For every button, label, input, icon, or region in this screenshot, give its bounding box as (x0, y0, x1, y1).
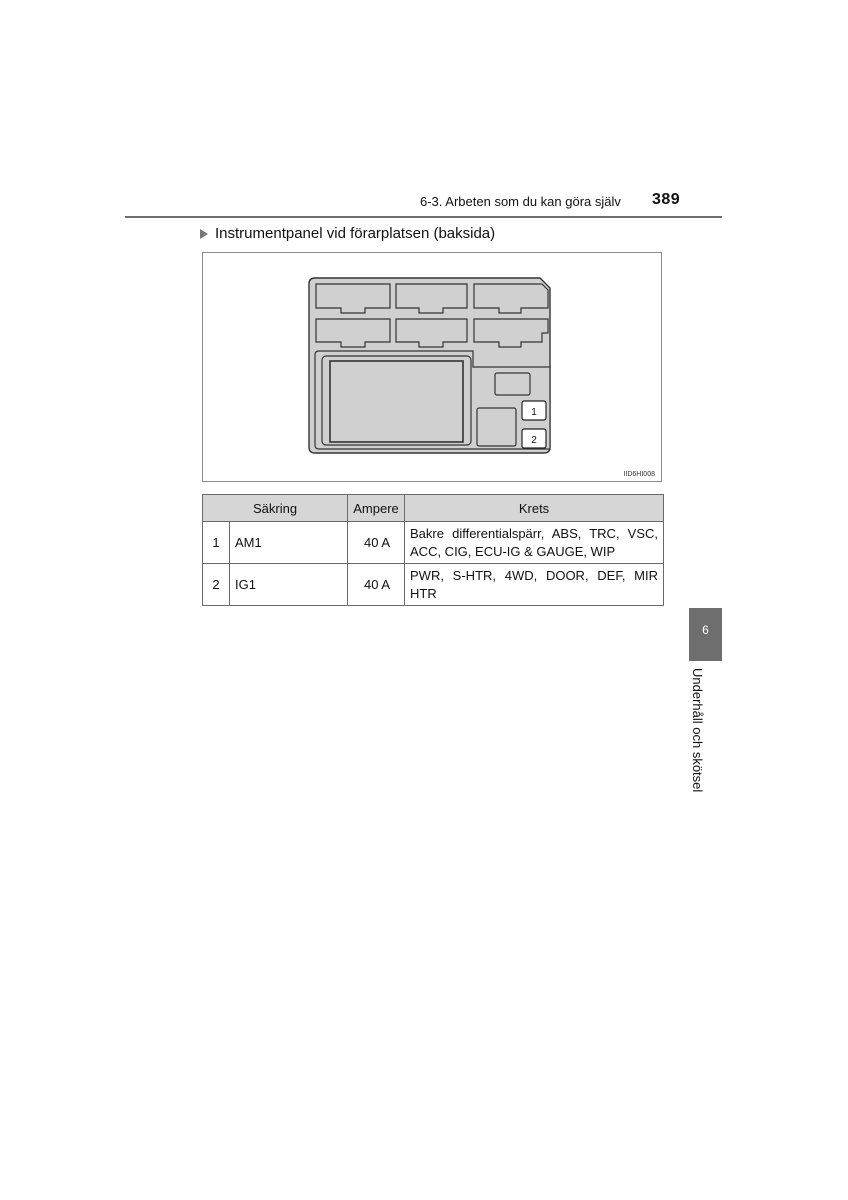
table-header-row (203, 495, 664, 522)
fuse-name: AM1 (230, 522, 348, 564)
subsection-heading-text: Instrumentpanel vid förarplatsen (baksida) (215, 225, 496, 242)
large-fuse-inner (330, 361, 463, 442)
fuse-2-label: 2 (531, 435, 537, 446)
table-row (203, 564, 664, 606)
subsection-heading (200, 225, 495, 242)
chapter-number: 6 (702, 623, 709, 637)
header-divider (125, 216, 722, 218)
triangle-bullet-icon (200, 229, 208, 239)
fuse-number: 2 (203, 564, 230, 606)
chapter-label: Underhåll och skötsel (690, 668, 705, 793)
chapter-tab (689, 608, 722, 661)
fuse-box-diagram (203, 253, 661, 481)
small-relay (495, 373, 530, 395)
fuse-ampere: 40 A (348, 564, 405, 606)
fuse-box-figure (202, 252, 662, 482)
page-number: 389 (652, 191, 681, 208)
col-header-fuse: Säkring (203, 495, 348, 522)
fuse-table (202, 494, 664, 606)
col-header-ampere: Ampere (348, 495, 405, 522)
fuse-1-label: 1 (531, 407, 537, 418)
fuse-number: 1 (203, 522, 230, 564)
fuse-circuit: PWR, S-HTR, 4WD, DOOR, DEF, MIR HTR (405, 564, 664, 606)
col-header-circuit: Krets (405, 495, 664, 522)
fuse-circuit: Bakre differentialspärr, ABS, TRC, VSC, ACC, CIG, ECU-IG & GAUGE, WIP (405, 522, 664, 564)
table-row (203, 522, 664, 564)
fuse-block (477, 408, 516, 446)
fuse-ampere: 40 A (348, 522, 405, 564)
fuse-name: IG1 (230, 564, 348, 606)
figure-code: IID6HI008 (623, 471, 655, 478)
section-title: 6-3. Arbeten som du kan göra själv (420, 194, 621, 209)
